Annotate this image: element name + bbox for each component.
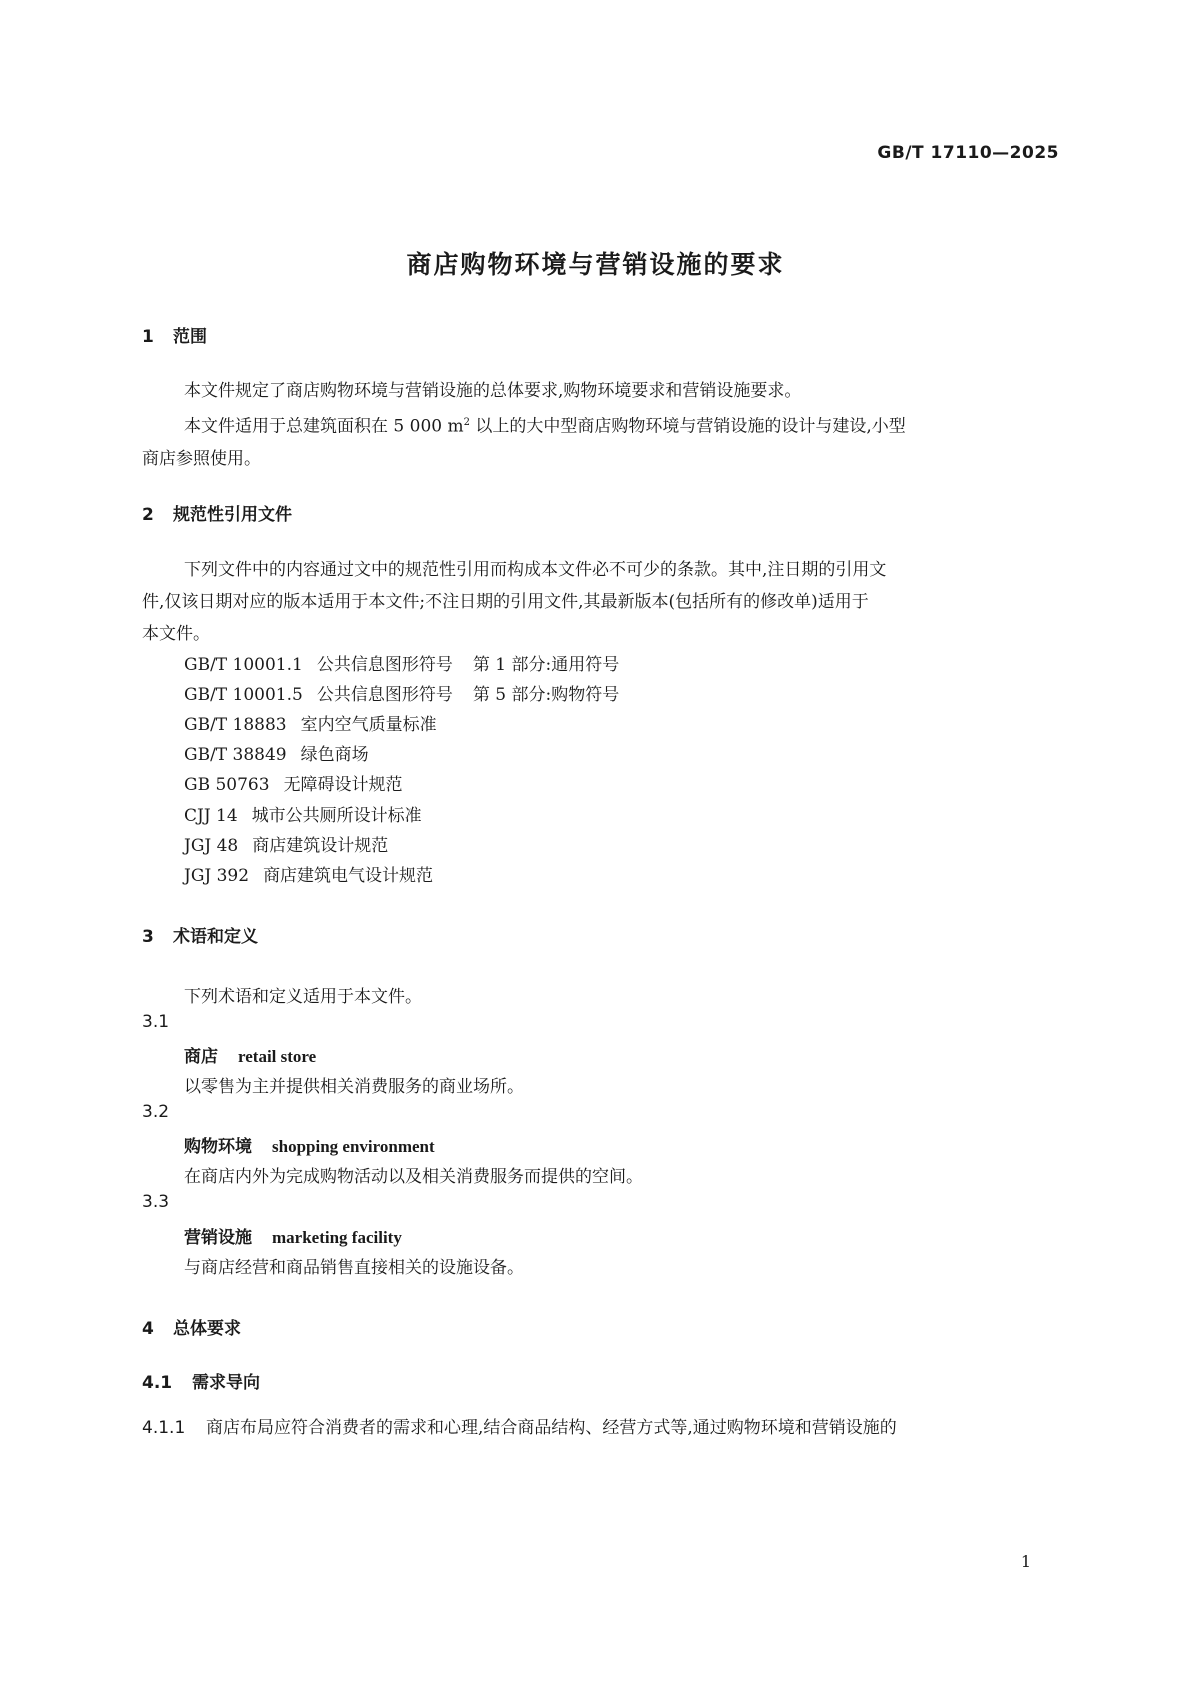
reference-title: 商店建筑设计规范 [252,836,389,856]
section-title: 范围 [173,327,207,347]
term-en: retail store [238,1047,317,1066]
term-en: shopping environment [272,1137,435,1156]
term-heading [184,1042,316,1067]
reference-code: CJJ 14 [184,806,238,826]
clause-number: 4.1.1 [142,1418,186,1438]
scope-paragraphs [142,375,1062,475]
reference-code: GB 50763 [184,775,270,795]
reference-item [184,740,369,765]
subsection-title: 需求导向 [192,1373,260,1393]
subsection-heading [142,1368,260,1393]
section-1-heading [142,322,207,347]
term-zh: 购物环境 [184,1137,252,1157]
reference-code: JGJ 48 [184,836,239,856]
reference-item [184,831,388,856]
section-2-heading [142,500,292,525]
section-title: 术语和定义 [173,927,258,947]
reference-item [184,861,433,886]
term-definition: 与商店经营和商品销售直接相关的设施设备。 [184,1258,524,1278]
norm-refs-intro-l3: 本文件。 [142,624,210,644]
clause-4-1-1 [142,1413,897,1438]
section-4-heading [142,1314,241,1339]
reference-item [184,801,422,826]
section-number: 3 [142,927,154,947]
term-number: 3.1 [142,1012,170,1032]
section-title: 规范性引用文件 [173,505,292,525]
subsection-number: 4.1 [142,1373,173,1393]
document-code: GB/T 17110—2025 [877,143,1059,163]
scope-p2-a: 本文件适用于总建筑面积在 5 000 m [184,416,464,437]
reference-title: 公共信息图形符号 [316,685,453,705]
reference-part: 第 5 部分:购物符号 [472,685,620,705]
reference-code: GB/T 10001.1 [184,655,303,675]
term-number: 3.2 [142,1102,170,1122]
section-3-heading [142,922,258,947]
reference-item [184,770,403,795]
clause-text: 商店布局应符合消费者的需求和心理,结合商品结构、经营方式等,通过购物环境和营销设施的 [206,1418,897,1438]
terms-intro: 下列术语和定义适用于本文件。 [184,987,422,1007]
reference-code: JGJ 392 [184,866,250,886]
document-title: 商店购物环境与营销设施的要求 [406,250,785,279]
section-number: 2 [142,505,154,525]
page-number: 1 [1020,1552,1031,1571]
reference-code: GB/T 10001.5 [184,685,303,705]
reference-title: 公共信息图形符号 [316,655,453,675]
norm-refs-intro-l1: 下列文件中的内容通过文中的规范性引用而构成本文件必不可少的条款。其中,注日期的引用文 [184,560,887,580]
term-zh: 商店 [184,1047,218,1067]
scope-p2-sup: 2 [463,417,470,428]
scope-p2 [142,407,1062,443]
reference-title: 无障碍设计规范 [283,775,403,795]
reference-item [184,680,619,705]
term-zh: 营销设施 [184,1228,252,1248]
reference-code: GB/T 18883 [184,715,287,735]
section-number: 1 [142,327,154,347]
term-definition: 在商店内外为完成购物活动以及相关消费服务而提供的空间。 [184,1167,643,1187]
norm-refs-intro-l2: 件,仅该日期对应的版本适用于本文件;不注日期的引用文件,其最新版本(包括所有的修改单)适用于 [142,592,869,612]
reference-title: 室内空气质量标准 [300,715,437,735]
term-heading [184,1132,435,1157]
reference-title: 绿色商场 [300,745,369,765]
scope-p1: 本文件规定了商店购物环境与营销设施的总体要求,购物环境要求和营销设施要求。 [184,381,802,401]
reference-item [184,710,437,735]
section-number: 4 [142,1319,154,1339]
reference-title: 城市公共厕所设计标准 [251,806,422,826]
scope-p2-b: 以上的大中型商店购物环境与营销设施的设计与建设,小型 [469,416,906,437]
term-heading [184,1223,402,1248]
reference-item [184,650,619,675]
reference-code: GB/T 38849 [184,745,287,765]
scope-p2-cont: 商店参照使用。 [142,448,261,469]
reference-part: 第 1 部分:通用符号 [472,655,620,675]
norm-refs-intro [142,554,1062,650]
term-en: marketing facility [272,1228,402,1247]
term-definition: 以零售为主并提供相关消费服务的商业场所。 [184,1077,524,1097]
term-number: 3.3 [142,1192,170,1212]
reference-title: 商店建筑电气设计规范 [263,866,434,886]
section-title: 总体要求 [173,1319,241,1339]
